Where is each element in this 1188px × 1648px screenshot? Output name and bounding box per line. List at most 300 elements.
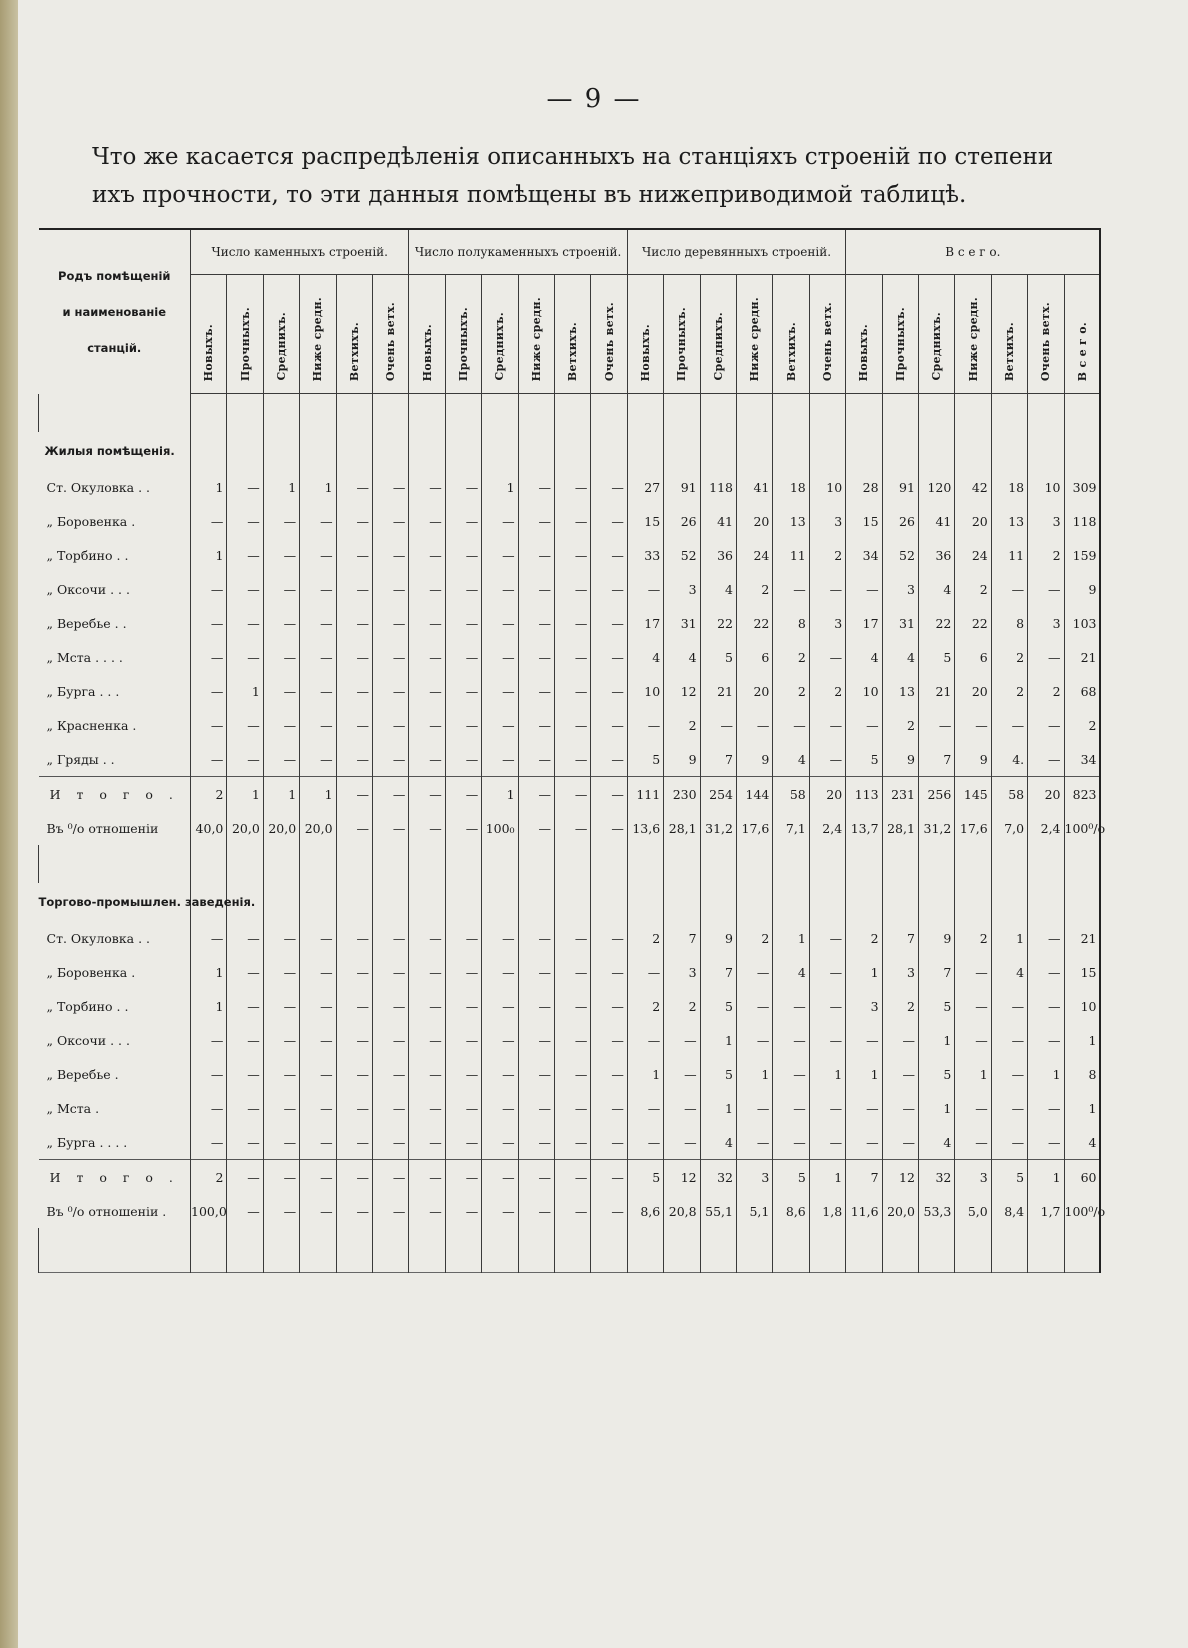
value-cell: 12 [664,1160,700,1195]
value-cell: 7 [664,921,700,955]
value-cell: — [518,538,554,572]
subheader-stone-2 [263,275,299,394]
empty-cell [372,1228,408,1273]
value-cell: — [445,1091,481,1125]
value-cell: — [809,1125,845,1160]
value-cell: — [372,989,408,1023]
empty-cell [991,845,1027,883]
value-cell: 1 [918,1091,954,1125]
value-cell: — [227,640,263,674]
total-row [39,777,1101,812]
subheader-label: Ветхихъ. [1002,321,1016,381]
value-cell: 1 [191,955,227,989]
value-cell: — [1028,742,1064,777]
value-cell: — [554,1023,590,1057]
value-cell: 1 [1028,1160,1064,1195]
subheader-total-0 [846,275,882,394]
empty-cell [263,845,299,883]
value-cell: — [554,674,590,708]
subheader-label: Ветхихъ. [347,321,361,381]
value-cell: — [1028,921,1064,955]
value-cell: — [554,640,590,674]
empty-cell [409,394,445,433]
value-cell: — [482,1194,518,1228]
value-cell: — [482,640,518,674]
value-cell: 10 [846,674,882,708]
value-cell: — [1028,572,1064,606]
value-cell: — [263,504,299,538]
value-cell: 21 [1064,921,1100,955]
value-cell: 1 [809,1057,845,1091]
value-cell: — [809,955,845,989]
value-cell: 4 [773,955,809,989]
value-cell: 2 [191,777,227,812]
value-cell: 5 [918,989,954,1023]
value-cell: — [409,1125,445,1160]
value-cell: 21 [1064,640,1100,674]
value-cell: 309 [1064,470,1100,504]
station-row [39,989,1101,1023]
value-cell: — [445,1125,481,1160]
value-cell: — [591,742,627,777]
row-header [39,229,191,394]
value-cell: — [445,742,481,777]
value-cell: 1 [627,1057,663,1091]
empty-cell [736,883,772,921]
value-cell: 9 [882,742,918,777]
subheader-total-3 [955,275,991,394]
value-cell: — [336,1125,372,1160]
value-cell: — [445,674,481,708]
value-cell: — [372,1194,408,1228]
value-cell: 41 [918,504,954,538]
value-cell: 15 [1064,955,1100,989]
empty-cell [445,432,481,470]
value-cell: 118 [1064,504,1100,538]
empty-cell [846,394,882,433]
value-cell: — [955,955,991,989]
value-cell: — [300,1091,336,1125]
subheader-stone-1 [227,275,263,394]
subheader-label: Новыхъ. [202,323,216,381]
empty-cell [554,432,590,470]
empty-cell [955,1228,991,1273]
value-cell: — [809,1023,845,1057]
empty-cell [518,883,554,921]
value-cell: — [263,1125,299,1160]
value-cell: — [445,470,481,504]
value-cell: — [300,572,336,606]
value-cell: 4 [882,640,918,674]
value-cell: 1 [991,921,1027,955]
value-cell: — [1028,955,1064,989]
value-cell: 1 [191,989,227,1023]
row-label: „ Мста . [46,1100,100,1116]
value-cell: — [1028,640,1064,674]
value-cell: — [591,538,627,572]
value-cell: — [336,1194,372,1228]
empty-cell [554,845,590,883]
row-label: „ Торбино . . [46,998,129,1014]
value-cell: — [554,989,590,1023]
value-cell: — [227,606,263,640]
value-cell: — [263,742,299,777]
value-cell: 8 [773,606,809,640]
value-cell: — [882,1057,918,1091]
subheader-label: Новыхъ. [639,323,652,381]
value-cell: — [591,1023,627,1057]
subheader-stone-5 [372,275,408,394]
empty-cell [736,1228,772,1273]
empty-cell [700,845,736,883]
empty-cell [1028,845,1064,883]
subheader-stone-4 [336,275,372,394]
value-cell: 11 [773,538,809,572]
subheader-wood-4 [773,275,809,394]
value-cell: — [991,1125,1027,1160]
page-number: — 9 — [546,84,642,114]
value-cell: — [554,777,590,812]
value-cell: — [554,811,590,845]
value-cell: — [846,572,882,606]
value-cell: 1 [846,955,882,989]
value-cell: — [773,1057,809,1091]
value-cell: — [554,1125,590,1160]
empty-cell [627,394,663,433]
subheader-label: Очень ветх. [384,301,398,381]
value-cell: 1 [300,470,336,504]
value-cell: — [372,1023,408,1057]
value-cell: 1 [773,921,809,955]
value-cell: — [627,1091,663,1125]
value-cell: — [336,504,372,538]
value-cell: 3 [846,989,882,1023]
value-cell: 100⁰/о [1064,811,1100,845]
value-cell: — [700,708,736,742]
value-cell: — [482,606,518,640]
value-cell: 15 [846,504,882,538]
value-cell: — [1028,1023,1064,1057]
value-cell: 13 [882,674,918,708]
value-cell: — [664,1057,700,1091]
value-cell: 1 [482,777,518,812]
empty-cell [409,883,445,921]
empty-cell [991,432,1027,470]
subheader-label: Прочныхъ. [238,306,252,381]
value-cell: 17,6 [736,811,772,845]
value-cell: 2 [882,708,918,742]
value-cell: 111 [627,777,663,812]
value-cell: 7 [918,742,954,777]
value-cell: — [991,572,1027,606]
value-cell: — [409,708,445,742]
station-row [39,1091,1101,1125]
empty-cell [336,432,372,470]
subheader-wood-5 [809,275,845,394]
empty-cell [518,845,554,883]
station-row [39,1125,1101,1160]
value-cell: 32 [918,1160,954,1195]
value-cell: 31,2 [918,811,954,845]
subheader-stone-0 [191,275,227,394]
subheader-total-6 [1064,275,1100,394]
value-cell: — [191,572,227,606]
value-cell: — [991,1023,1027,1057]
subheader-stone-3 [300,275,336,394]
value-cell: — [518,811,554,845]
value-cell: 4 [918,1125,954,1160]
subheader-total-5 [1028,275,1064,394]
value-cell: — [263,1091,299,1125]
empty-cell [664,883,700,921]
value-cell: 28,1 [664,811,700,845]
value-cell: — [227,572,263,606]
value-cell: — [445,708,481,742]
value-cell: — [918,708,954,742]
value-cell: — [191,708,227,742]
value-cell: — [263,538,299,572]
empty-cell [300,394,336,433]
empty-cell [700,394,736,433]
value-cell: — [336,708,372,742]
value-cell: — [736,955,772,989]
value-cell: — [518,955,554,989]
value-cell: 40,0 [191,811,227,845]
empty-cell [518,432,554,470]
value-cell: — [664,1023,700,1057]
value-cell: — [518,1194,554,1228]
value-cell: 8,4 [991,1194,1027,1228]
value-cell: 20 [1028,777,1064,812]
value-cell: 52 [664,538,700,572]
value-cell: — [482,955,518,989]
value-cell: — [300,640,336,674]
station-row [39,708,1101,742]
empty-cell [809,432,845,470]
subheader-semi-2 [482,275,518,394]
value-cell: — [409,1160,445,1195]
value-cell: 823 [1064,777,1100,812]
value-cell: 27 [627,470,663,504]
value-cell: 8,6 [627,1194,663,1228]
value-cell: 2 [664,708,700,742]
value-cell: 28 [846,470,882,504]
value-cell: 60 [1064,1160,1100,1195]
value-cell: — [482,1091,518,1125]
subheader-label: Очень ветх. [602,301,616,381]
empty-cell [736,845,772,883]
empty-cell [736,394,772,433]
value-cell: — [991,1057,1027,1091]
value-cell: — [518,742,554,777]
row-label: „ Мста . . . . [46,649,123,665]
empty-cell [955,883,991,921]
section-title-row [39,883,1101,921]
value-cell: — [518,674,554,708]
value-cell: — [336,572,372,606]
value-cell: — [518,921,554,955]
value-cell: 17 [846,606,882,640]
value-cell: — [1028,1125,1064,1160]
station-row [39,1057,1101,1091]
subheader-label: Очень ветх. [820,301,834,381]
value-cell: — [882,1091,918,1125]
section-title: Жилыя помѣщенія. [44,443,175,458]
value-cell: — [263,1023,299,1057]
value-cell: — [336,1091,372,1125]
value-cell: 31,2 [700,811,736,845]
value-cell: — [191,640,227,674]
empty-cell [1064,845,1100,883]
value-cell: — [300,1194,336,1228]
row-header-line3: станцій. [87,340,142,355]
subheader-label: Ветхихъ. [566,321,580,381]
subheader-label: Очень ветх. [1039,301,1053,381]
value-cell: — [300,921,336,955]
empty-cell [664,432,700,470]
empty-cell [227,432,263,470]
value-cell: — [409,955,445,989]
value-cell: 2 [664,989,700,1023]
value-cell: — [336,777,372,812]
value-cell: — [227,742,263,777]
value-cell: 32 [700,1160,736,1195]
value-cell: — [227,1023,263,1057]
value-cell: — [518,1023,554,1057]
empty-cell [518,394,554,433]
value-cell: 3 [736,1160,772,1195]
value-cell: 10 [809,470,845,504]
value-cell: — [591,504,627,538]
value-cell: — [554,504,590,538]
empty-cell [1028,394,1064,433]
value-cell: — [445,504,481,538]
value-cell: — [955,989,991,1023]
subheader-label: Среднихъ. [930,312,944,381]
subheader-total-2 [918,275,954,394]
value-cell: 1 [809,1160,845,1195]
empty-cell [627,1228,663,1273]
value-cell: — [191,674,227,708]
empty-cell [918,1228,954,1273]
empty-cell [39,394,191,433]
value-cell: 5 [918,640,954,674]
value-cell: — [372,1160,408,1195]
subheader-semi-0 [409,275,445,394]
value-cell: — [518,777,554,812]
row-label: „ Веребье . . [46,615,127,631]
subheader-label: Прочныхъ. [893,306,907,381]
value-cell: — [554,470,590,504]
value-cell: 21 [918,674,954,708]
empty-cell [591,1228,627,1273]
station-row [39,606,1101,640]
value-cell: 5 [700,1057,736,1091]
row-header-line2: и наименованіе [62,304,167,319]
value-cell: 231 [882,777,918,812]
value-cell: — [518,1057,554,1091]
value-cell: 13,6 [627,811,663,845]
value-cell: — [372,1091,408,1125]
empty-cell [554,883,590,921]
value-cell: — [409,1057,445,1091]
value-cell: — [336,538,372,572]
empty-cell [300,1228,336,1273]
value-cell: 13 [991,504,1027,538]
value-cell: 7 [882,921,918,955]
empty-cell [664,1228,700,1273]
value-cell: 42 [955,470,991,504]
value-cell: — [372,504,408,538]
value-cell: 3 [882,572,918,606]
value-cell: 9 [918,921,954,955]
empty-cell [409,845,445,883]
value-cell: 20 [955,674,991,708]
value-cell: 24 [736,538,772,572]
value-cell: 1,7 [1028,1194,1064,1228]
value-cell: 1 [1028,1057,1064,1091]
value-cell: — [372,470,408,504]
empty-cell [882,394,918,433]
value-cell: — [809,989,845,1023]
empty-cell [627,845,663,883]
empty-cell [736,432,772,470]
empty-cell [39,1228,191,1273]
empty-cell [955,845,991,883]
value-cell: — [736,1091,772,1125]
row-label: „ Бурга . . . [46,683,120,699]
value-cell: 4. [991,742,1027,777]
value-cell: — [554,572,590,606]
value-cell: — [372,538,408,572]
value-cell: 1 [263,777,299,812]
value-cell: — [846,1091,882,1125]
value-cell: — [809,742,845,777]
empty-cell [809,394,845,433]
station-row [39,742,1101,777]
value-cell: 4 [700,572,736,606]
value-cell: — [300,504,336,538]
subheader-label: Ниже средн. [966,296,980,381]
group-semistone: Число полукаменныхъ строеній. [409,229,627,275]
value-cell: — [409,538,445,572]
value-cell: — [518,1125,554,1160]
empty-cell [482,394,518,433]
empty-cell [955,432,991,470]
station-row [39,955,1101,989]
empty-cell [191,845,227,883]
value-cell: 1 [191,538,227,572]
empty-cell [773,432,809,470]
value-cell: 34 [846,538,882,572]
value-cell: 1 [300,777,336,812]
value-cell: 1 [1064,1023,1100,1057]
value-cell: — [263,1057,299,1091]
empty-cell [846,432,882,470]
empty-cell [773,394,809,433]
value-cell: — [445,1194,481,1228]
empty-cell [809,883,845,921]
value-cell: 26 [882,504,918,538]
value-cell: — [736,989,772,1023]
value-cell: — [991,989,1027,1023]
empty-cell [773,1228,809,1273]
value-cell: 41 [700,504,736,538]
value-cell: — [300,1160,336,1195]
value-cell: — [445,1023,481,1057]
value-cell: — [445,606,481,640]
value-cell: — [300,955,336,989]
